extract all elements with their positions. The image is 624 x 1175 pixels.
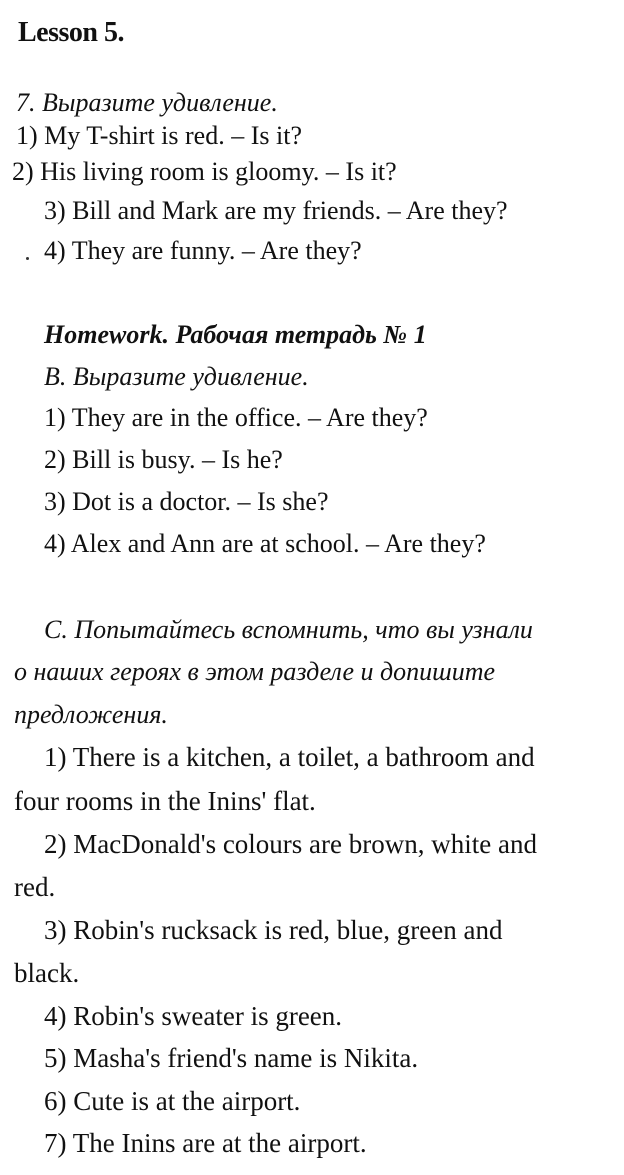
exercise-c-answer-line-6: black.: [14, 958, 80, 988]
exercise-c-answer-line-10: 7) The Inins are at the airport.: [44, 1128, 367, 1158]
exercise-c-instruction-line-3: предложения.: [14, 700, 168, 729]
homework-heading: Homework. Рабочая тетрадь № 1: [44, 320, 427, 349]
exercise-c-answer-line-9: 6) Cute is at the airport.: [44, 1086, 301, 1116]
exercise-7-item-2: 2) His living room is gloomy. – Is it?: [12, 157, 397, 186]
exercise-c-answer-line-4: red.: [14, 872, 56, 902]
exercise-c-instruction-line-2: о наших героях в этом разделе и допишите: [14, 657, 496, 686]
exercise-b-instruction: B. Выразите удивление.: [44, 362, 309, 391]
stray-mark: [26, 257, 29, 260]
exercise-7-item-1: 1) My T-shirt is red. – Is it?: [16, 121, 302, 150]
exercise-b-item-4: 4) Alex and Ann are at school. – Are they?: [44, 529, 486, 558]
exercise-b-item-1: 1) They are in the office. – Are they?: [44, 403, 428, 432]
exercise-c-answer-line-8: 5) Masha's friend's name is Nikita.: [44, 1043, 419, 1073]
exercise-c-answer-line-5: 3) Robin's rucksack is red, blue, green and: [44, 915, 503, 945]
exercise-7-item-3: 3) Bill and Mark are my friends. – Are they?: [44, 196, 508, 225]
exercise-c-answer-line-1: 1) There is a kitchen, a toilet, a bathroom and: [44, 742, 535, 772]
lesson-title: Lesson 5.: [18, 17, 124, 48]
exercise-b-item-2: 2) Bill is busy. – Is he?: [44, 445, 283, 474]
exercise-b-item-3: 3) Dot is a doctor. – Is she?: [44, 487, 329, 516]
exercise-7-item-4: 4) They are funny. – Are they?: [44, 236, 362, 265]
exercise-c-answer-line-3: 2) MacDonald's colours are brown, white and: [44, 829, 537, 859]
exercise-c-answer-line-2: four rooms in the Inins' flat.: [14, 786, 316, 816]
exercise-c-instruction-line-1: С. Попытайтесь вспомнить, что вы узнали: [44, 615, 533, 644]
exercise-7-instruction: 7. Выразите удивление.: [16, 88, 278, 117]
exercise-c-answer-line-7: 4) Robin's sweater is green.: [44, 1001, 343, 1031]
